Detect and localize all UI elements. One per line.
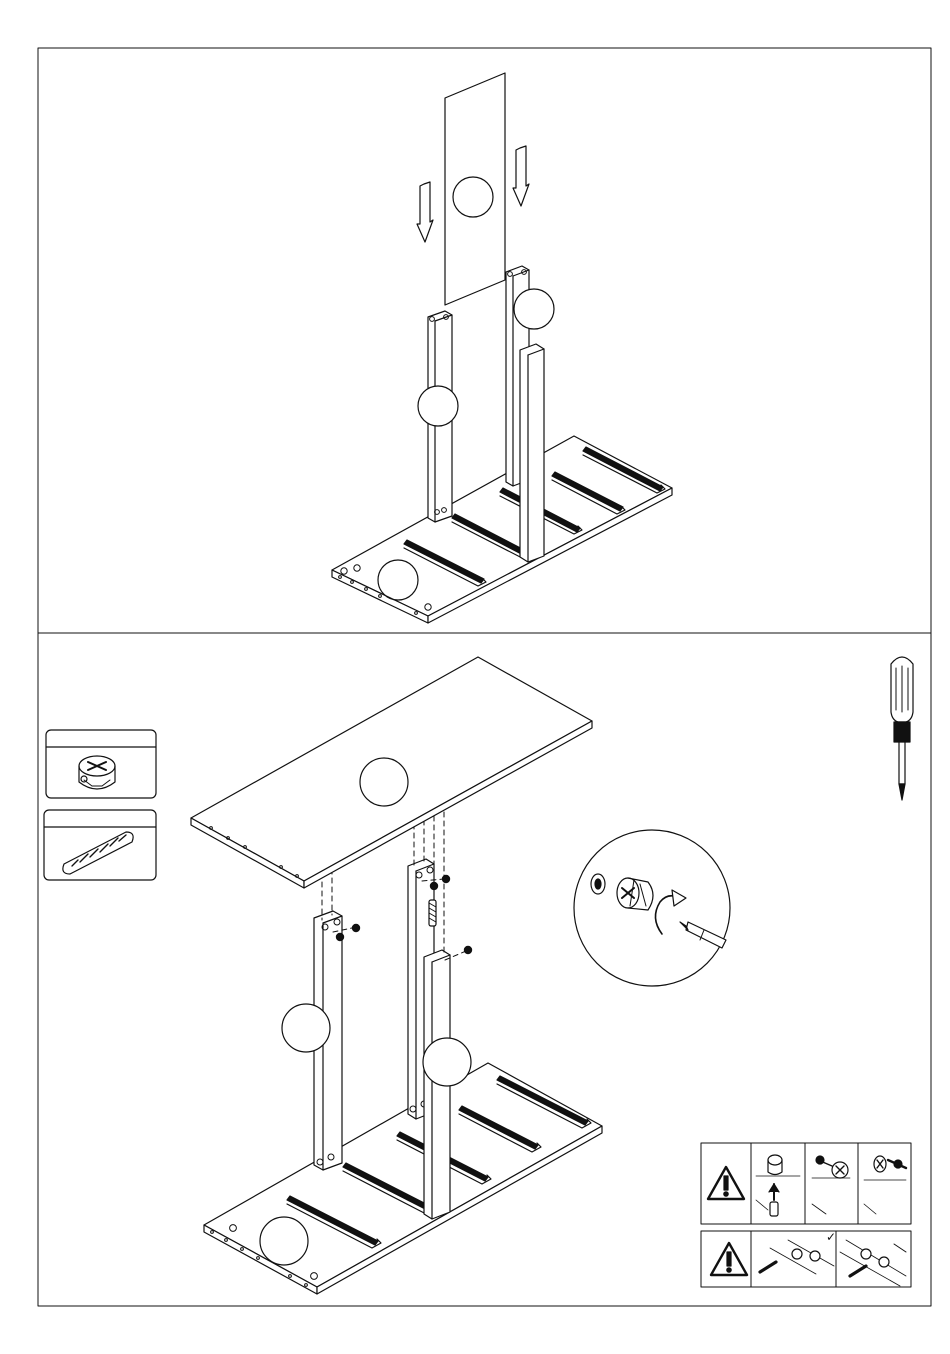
warning-box-dowel-alignment bbox=[701, 1230, 911, 1287]
part-label-bubble bbox=[514, 289, 554, 329]
top-panel bbox=[191, 657, 592, 888]
cam-lock-icon bbox=[79, 756, 115, 789]
step-a-diagram bbox=[332, 73, 672, 623]
warning-triangle-icon bbox=[708, 1167, 744, 1199]
warning-box-dowel-cam bbox=[701, 1143, 911, 1224]
bottom-panel bbox=[332, 436, 672, 623]
part-label-bubble bbox=[423, 1038, 471, 1086]
part-label-bubble bbox=[260, 1217, 308, 1265]
side-panel-left bbox=[282, 911, 342, 1170]
dowel-alignment-wrong-icon bbox=[840, 1240, 906, 1286]
warning-triangle-icon bbox=[711, 1243, 747, 1275]
back-panel bbox=[445, 73, 505, 305]
step-b-diagram bbox=[44, 657, 913, 1294]
wood-dowel-part bbox=[44, 810, 156, 880]
hardware-list bbox=[44, 730, 156, 880]
dowel-alignment-correct-icon bbox=[760, 1230, 836, 1274]
insert-arrow-left bbox=[417, 182, 433, 242]
part-label-bubble bbox=[418, 386, 458, 426]
part-label-bubble bbox=[282, 1004, 330, 1052]
side-panel-left bbox=[418, 311, 458, 522]
cam-bolt-insert-icon bbox=[812, 1156, 850, 1214]
screwdriver-icon bbox=[891, 657, 913, 800]
cam-lock-turn-icon bbox=[864, 1156, 906, 1214]
cam-lock-part bbox=[46, 730, 156, 798]
dowel-insert-icon bbox=[756, 1155, 800, 1216]
cam-bolts bbox=[336, 875, 471, 953]
dowel-icon bbox=[63, 832, 133, 874]
cam-lock-tightening-detail bbox=[574, 830, 730, 986]
correct-check-mark: ✓ bbox=[826, 1230, 837, 1244]
insert-arrow-right bbox=[513, 146, 529, 206]
divider-panel bbox=[520, 344, 544, 562]
